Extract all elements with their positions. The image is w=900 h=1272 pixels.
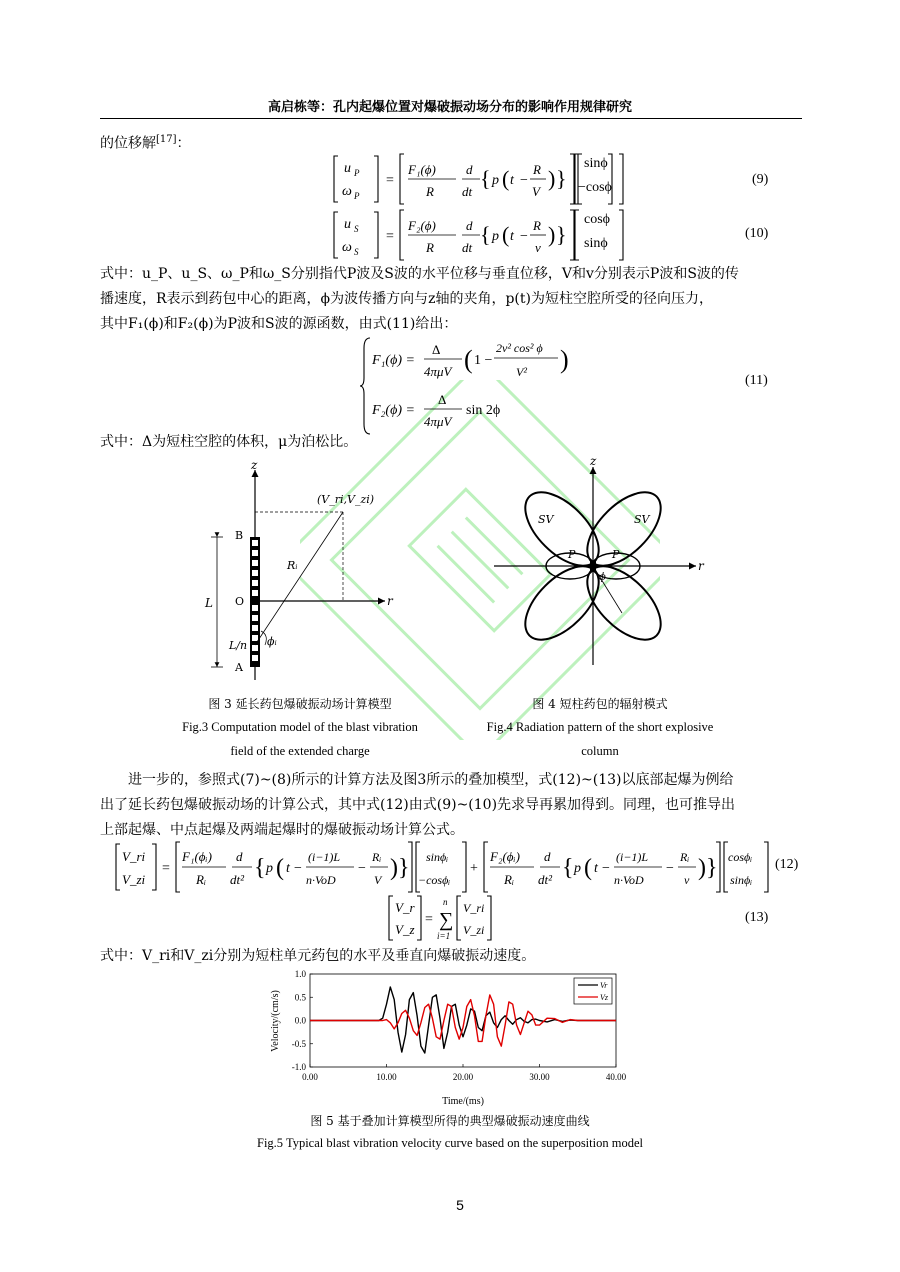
- svg-text:v: v: [535, 240, 541, 255]
- fig4-label-phi: ϕ: [599, 572, 606, 583]
- svg-text:{: {: [254, 855, 266, 881]
- fig4-label-r: r: [698, 559, 704, 573]
- fig3-label-O: O: [235, 595, 245, 608]
- legend-vz: Vz: [600, 993, 608, 1002]
- eq10-rhs-bracket: [575, 210, 625, 264]
- fig3-label-B: B: [235, 529, 244, 542]
- y-tick-label: 0.5: [294, 992, 306, 1003]
- svg-text:{: {: [562, 855, 574, 881]
- fig3-label-phi: ϕᵢ: [267, 635, 277, 648]
- x-tick-label: 10.00: [376, 1072, 397, 1082]
- svg-text:4πμV: 4πμV: [424, 364, 452, 379]
- svg-text:): ): [698, 855, 706, 881]
- paragraph-superposition-line3: 上部起爆、中点起爆及两端起爆时的爆破振动场计算公式。: [100, 822, 464, 838]
- fig3-label-point: (V_ri,V_zi): [317, 493, 375, 506]
- figure-3-caption-en-1: Fig.3 Computation model of the blast vibration: [182, 720, 418, 734]
- svg-text:t: t: [286, 861, 290, 876]
- svg-text:d: d: [466, 162, 473, 177]
- figure-4-caption-en-1: Fig.4 Radiation pattern of the short explosive: [486, 720, 714, 734]
- svg-text:sin 2ϕ: sin 2ϕ: [466, 403, 501, 418]
- fig4-label-p-left: P: [568, 548, 576, 561]
- svg-text:Rᵢ: Rᵢ: [504, 872, 514, 887]
- svg-text:F₂(ϕᵢ): F₂(ϕᵢ): [490, 849, 520, 864]
- y-tick-label: 1.0: [294, 969, 306, 979]
- svg-text:P: P: [354, 168, 360, 178]
- paragraph-symbols-line1: 式中：u_P、u_S、ω_P和ω_S分别指代P波及S波的水平位移与垂直位移，V和v分别表示P波和S波的传: [100, 266, 739, 282]
- svg-text:Rᵢ: Rᵢ: [680, 850, 690, 864]
- svg-text:): ): [560, 345, 569, 374]
- svg-text:(: (: [502, 166, 510, 191]
- x-tick-label: 0.00: [302, 1072, 318, 1082]
- svg-text:(i−1)L: (i−1)L: [308, 850, 341, 864]
- figure-5-caption-en: Fig.5 Typical blast vibration velocity curve based on the superposition model: [257, 1136, 643, 1150]
- svg-text:1 −: 1 −: [474, 353, 493, 368]
- fig4-label-z: z: [590, 455, 597, 468]
- paragraph-symbols-line3: 其中F₁(ϕ)和F₂(ϕ)为P波和S波的源函数，由式(11)给出：: [100, 316, 458, 332]
- eq10-rhs-top: cosϕ: [584, 212, 611, 227]
- svg-text:ω: ω: [342, 184, 352, 199]
- svg-text:−: −: [520, 229, 528, 244]
- fig3-label-r: r: [387, 594, 393, 608]
- header-rule: [100, 118, 802, 119]
- equation-9: [330, 150, 610, 208]
- svg-text:}: }: [556, 222, 567, 247]
- svg-text:v: v: [684, 873, 690, 887]
- svg-text:(: (: [276, 855, 284, 881]
- svg-text:u: u: [344, 217, 351, 232]
- svg-text:−cosϕᵢ: −cosϕᵢ: [418, 873, 451, 887]
- svg-text:Rᵢ: Rᵢ: [196, 872, 206, 887]
- svg-text:V_ri: V_ri: [122, 849, 146, 864]
- paragraph-superposition-line2: 出了延长药包爆破振动场的计算公式，其中式(12)由式(9)~(10)先求导再累加得到。同理，也可推导出: [100, 797, 736, 813]
- svg-text:V²: V²: [516, 365, 527, 379]
- equation-11: [360, 336, 590, 436]
- svg-text:(i−1)L: (i−1)L: [616, 850, 649, 864]
- svg-text:t: t: [510, 229, 514, 244]
- svg-text:d: d: [466, 218, 473, 233]
- svg-text:S: S: [354, 224, 359, 234]
- svg-text:cosϕᵢ: cosϕᵢ: [728, 850, 753, 864]
- svg-text:F₁(ϕ) =: F₁(ϕ) =: [372, 353, 415, 368]
- svg-text:V_zi: V_zi: [463, 923, 485, 937]
- equation-13: [385, 892, 495, 944]
- legend-vr: Vr: [600, 981, 608, 990]
- paragraph-intro: 的位移解[17]：: [100, 134, 191, 152]
- svg-text:{: {: [480, 222, 491, 247]
- y-tick-label: -1.0: [291, 1062, 306, 1072]
- svg-text:=: =: [162, 861, 170, 876]
- svg-text:sinϕᵢ: sinϕᵢ: [730, 873, 753, 887]
- svg-text:R: R: [533, 162, 541, 177]
- svg-text:2v² cos² ϕ: 2v² cos² ϕ: [496, 341, 543, 355]
- svg-text:−: −: [294, 861, 302, 876]
- svg-text:=: =: [386, 173, 394, 188]
- paragraph-vri-vzi: 式中：V_ri和V_zi分别为短柱单元药包的水平及垂直向爆破振动速度。: [100, 948, 536, 964]
- chart-x-axis-label: Time/(ms): [442, 1096, 484, 1107]
- eq9-rhs-bracket: [575, 154, 625, 208]
- fig4-label-sv-left: SV: [538, 513, 554, 526]
- svg-text:+: +: [470, 861, 478, 876]
- svg-text:sinϕᵢ: sinϕᵢ: [426, 850, 449, 864]
- svg-text:dt: dt: [462, 184, 473, 199]
- x-tick-label: 20.00: [452, 1072, 474, 1082]
- svg-text:p: p: [574, 861, 581, 876]
- fig3-label-z: z: [251, 458, 258, 472]
- fig3-label-L: L: [205, 596, 213, 610]
- eq9-rhs-top: sinϕ: [584, 156, 608, 171]
- svg-text:p: p: [492, 173, 499, 188]
- svg-text:(: (: [502, 222, 510, 247]
- svg-text:p: p: [266, 861, 273, 876]
- x-tick-label: 30.00: [529, 1072, 550, 1082]
- svg-text:dt²: dt²: [538, 872, 553, 887]
- svg-text:−: −: [602, 861, 610, 876]
- svg-text:i=1: i=1: [437, 931, 451, 941]
- equation-12: [112, 838, 772, 896]
- figure-3-diagram: [195, 455, 395, 685]
- eq12-number: (12): [775, 857, 799, 872]
- figure-3-caption-en-2: field of the extended charge: [230, 744, 370, 758]
- svg-text:t: t: [594, 861, 598, 876]
- svg-text:p: p: [492, 229, 499, 244]
- svg-text:d: d: [236, 849, 243, 864]
- svg-text:(: (: [584, 855, 592, 881]
- svg-text:R: R: [426, 240, 434, 255]
- svg-text:V_ri: V_ri: [463, 901, 485, 915]
- svg-text:4πμV: 4πμV: [424, 414, 452, 429]
- x-tick-label: 40.00: [605, 1072, 627, 1082]
- svg-text:P: P: [354, 191, 360, 201]
- svg-text:Δ: Δ: [438, 392, 447, 407]
- equation-10: [330, 206, 580, 264]
- svg-text:): ): [390, 855, 398, 881]
- chart-y-axis-label: Velocity/(cm/s): [270, 990, 281, 1052]
- svg-text:u: u: [344, 161, 351, 176]
- y-tick-label: 0.0: [294, 1015, 306, 1026]
- svg-text:n·VoD: n·VoD: [306, 873, 336, 887]
- svg-text:∑: ∑: [439, 909, 454, 931]
- svg-text:): ): [548, 166, 556, 191]
- svg-text:n·VoD: n·VoD: [614, 873, 644, 887]
- y-tick-label: -0.5: [291, 1038, 306, 1049]
- svg-text:Rᵢ: Rᵢ: [372, 850, 382, 864]
- chart-legend: [574, 978, 612, 1004]
- svg-text:Δ: Δ: [432, 342, 441, 357]
- paragraph-symbols-line2: 播速度，R表示到药包中心的距离，ϕ为波传播方向与z轴的夹角，p(t)为短柱空腔所受的径向压力，: [100, 291, 713, 307]
- eq9-number: (9): [752, 172, 769, 187]
- svg-text:ω: ω: [342, 240, 352, 255]
- running-title: 高启栋等：孔内起爆位置对爆破振动场分布的影响作用规律研究: [267, 100, 632, 115]
- svg-text:): ): [548, 222, 556, 247]
- svg-text:d: d: [544, 849, 551, 864]
- fig3-charge-column: [250, 537, 260, 667]
- figure-5-chart: [262, 966, 642, 1110]
- svg-text:V_zi: V_zi: [122, 872, 146, 887]
- svg-text:V: V: [532, 184, 540, 199]
- svg-text:R: R: [426, 184, 434, 199]
- svg-text:}: }: [556, 166, 567, 191]
- svg-text:}: }: [398, 855, 410, 881]
- svg-text:dt²: dt²: [230, 872, 245, 887]
- eq10-number: (10): [745, 226, 769, 241]
- svg-text:F₂(ϕ): F₂(ϕ): [408, 218, 436, 233]
- svg-text:=: =: [386, 229, 394, 244]
- figure-4-caption-cn: 图 4 短柱药包的辐射模式: [532, 697, 668, 711]
- figure-4-diagram: [480, 455, 720, 675]
- svg-text:n: n: [443, 897, 448, 907]
- fig3-label-A: A: [235, 661, 243, 674]
- svg-text:(: (: [464, 345, 473, 374]
- svg-text:−: −: [666, 861, 674, 876]
- svg-text:{: {: [480, 166, 491, 191]
- paragraph-delta-mu: 式中：Δ为短柱空腔的体积，μ为泊松比。: [100, 434, 358, 450]
- fig3-label-Ln: L/n: [229, 639, 248, 652]
- svg-text:S: S: [354, 247, 359, 257]
- svg-text:V: V: [374, 873, 382, 887]
- svg-text:R: R: [533, 218, 541, 233]
- svg-text:=: =: [425, 912, 433, 927]
- figure-3-caption-cn: 图 3 延长药包爆破振动场计算模型: [208, 697, 392, 711]
- fig4-label-p-right: P: [612, 548, 620, 561]
- paragraph-superposition-line1: 进一步的，参照式(7)~(8)所示的计算方法及图3所示的叠加模型，式(12)~(13)以底部起爆为例给: [128, 772, 734, 788]
- svg-text:−: −: [520, 173, 528, 188]
- svg-text:V_r: V_r: [395, 900, 415, 915]
- svg-text:−: −: [358, 861, 366, 876]
- fig3-label-ri: Rᵢ: [287, 559, 298, 572]
- fig4-label-sv-right: SV: [634, 513, 650, 526]
- svg-text:F₁(ϕ): F₁(ϕ): [408, 162, 436, 177]
- eq9-rhs-bottom: −cosϕ: [578, 180, 612, 195]
- svg-text:F₁(ϕᵢ): F₁(ϕᵢ): [182, 849, 212, 864]
- eq10-rhs-bottom: sinϕ: [584, 236, 608, 251]
- fig3-ri-line: [255, 512, 343, 645]
- svg-text:}: }: [706, 855, 718, 881]
- svg-text:t: t: [510, 173, 514, 188]
- svg-text:V_z: V_z: [395, 922, 415, 937]
- svg-text:dt: dt: [462, 240, 473, 255]
- figure-4-caption-en-2: column: [581, 744, 619, 758]
- page-number: 5: [456, 1197, 464, 1213]
- eq13-number: (13): [745, 910, 769, 925]
- figure-5-caption-cn: 图 5 基于叠加计算模型所得的典型爆破振动速度曲线: [310, 1114, 590, 1128]
- eq11-number: (11): [745, 373, 768, 388]
- svg-text:F₂(ϕ) =: F₂(ϕ) =: [372, 403, 415, 418]
